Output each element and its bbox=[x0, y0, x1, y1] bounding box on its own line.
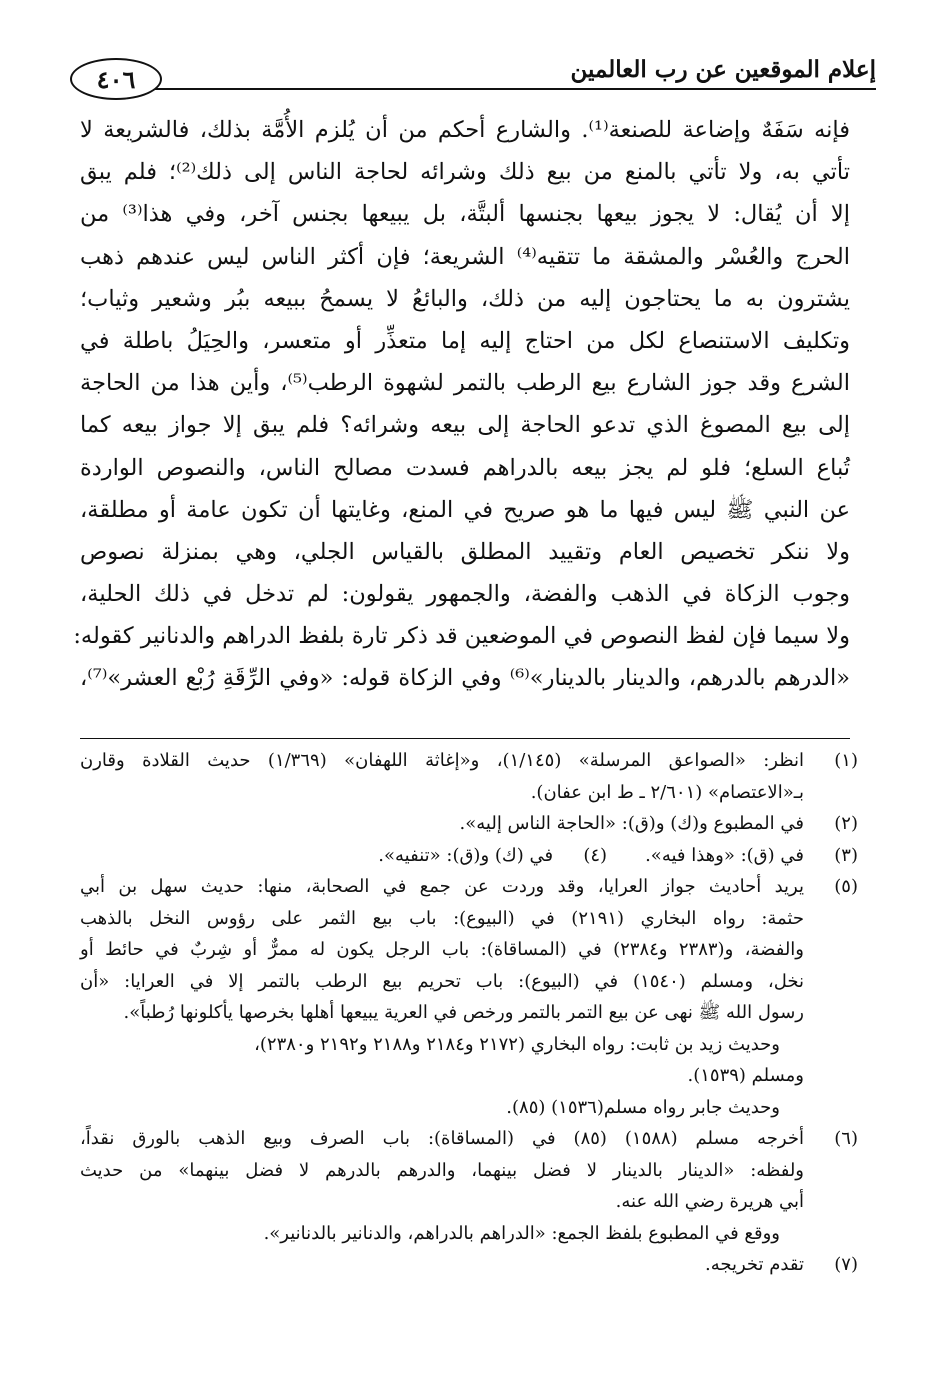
text-line: يشترون به ما يحتاجون إليه من ذلك، والبائعُ لا يسمحُ ببيعه ببُر وشعير وثياب؛ bbox=[80, 285, 850, 312]
footnote-number: (٣) bbox=[834, 844, 858, 866]
text-line: فإنه سَفَهٌ وإضاعة للصنعة⁽¹⁾. والشارع أحكم من أن يُلزم الأُمَّة بذلك، فالشريعة لا bbox=[80, 117, 850, 143]
footnote-1 bbox=[80, 745, 858, 808]
text-line: ولا سيما فإن لفظ النصوص في الموضعين قد ذكر تارة بلفظ الدراهم والدنانير كقوله: bbox=[73, 623, 850, 650]
footnote-line: أخرجه مسلم (١٥٨٨) (٨٥) في (المساقاة): باب الصرف وبيع الذهب بالورق نقداً، bbox=[80, 1128, 804, 1149]
footnote-line: حثمة: رواه البخاري (٢١٩١) في (البيوع): باب بيع الثمر على رؤوس النخل بالذهب bbox=[80, 907, 804, 929]
footnote-line: أبي هريرة رضي الله عنه. bbox=[615, 1191, 804, 1212]
footnote-line: بـ«الاعتصام» (٢/٦٠١ ـ ط ابن عفان). bbox=[530, 781, 804, 803]
text-line: «الدرهم بالدرهم، والدينار بالدينار»⁽⁶⁾ وفي الزكاة قوله: «وفي الرِّقَةِ رُبْع العشر»⁽⁷⁾، bbox=[80, 665, 851, 692]
text-line: الشرع وقد جوز الشارع بيع الرطب بالتمر لشهوة الرطب⁽⁵⁾، وأين هذا من الحاجة bbox=[80, 370, 851, 397]
footnote-number: (٢) bbox=[834, 813, 858, 834]
footnote-6 bbox=[80, 1123, 858, 1218]
running-header bbox=[70, 44, 876, 102]
footnote-separator bbox=[80, 738, 850, 739]
footnote-line: وحديث زيد بن ثابت: رواه البخاري (٢١٧٢ و٢١٨٤ و٢١٨٨ و٢١٩٢ و٢٣٨٠)، bbox=[254, 1033, 780, 1055]
footnote-line: تقدم تخريجه. bbox=[705, 1254, 804, 1275]
footnote-line: يريد أحاديث جواز العرايا، وقد وردت عن جمع في الصحابة، منها: حديث سهل بن أبي bbox=[80, 876, 804, 897]
footnote-5 bbox=[80, 871, 858, 1029]
footnote-7 bbox=[80, 1249, 858, 1281]
footnote-line: والفضة، و(٢٣٨٣ و٢٣٨٤) في (المساقاة): باب الرجل يكون له ممرٌّ أو شِربٌ في حائط أو bbox=[80, 939, 804, 960]
text-line: تأتي به، ولا تأتي بالمنع من بيع ذلك وشرائه لحاجة الناس إلى ذلك⁽²⁾؛ فلم يبق bbox=[80, 159, 850, 186]
text-line: إلا أن يُقال: لا يجوز بيعها بجنسها ألبتَّة، بل يبيعها بجنس آخر، وفي هذا⁽³⁾ من bbox=[80, 201, 850, 228]
footnote-2 bbox=[80, 808, 858, 840]
footnote-4-text: في (ك) و(ق): «تنفيه». bbox=[378, 844, 554, 866]
footnote-line: رسول الله ﷺ نهى عن بيع التمر بالتمر ورخص في العرية يبيعها أهلها بخرصها يأكلونها رُطباً». bbox=[123, 1002, 804, 1023]
footnote-3-text: في (ق): «وهذا فيه». bbox=[645, 844, 804, 866]
footnote-line: ومسلم (١٥٣٩). bbox=[687, 1065, 804, 1086]
text-line: إلى بيع المصوغ الذي تدعو الحاجة إلى بيعه وشرائه؟ فلم يبق إلا جواز بيعه كما bbox=[80, 412, 850, 439]
text-line: تُباع السلع؛ فلو لم يجز بيعه بالدراهم فسدت مصالح الناس، والنصوص الواردة bbox=[80, 454, 850, 481]
footnote-number: (٦) bbox=[834, 1128, 858, 1149]
book-title: إعلام الموقعين عن رب العالمين bbox=[570, 56, 876, 83]
footnote-number: (١) bbox=[834, 750, 858, 771]
footnote-number: (٤) bbox=[583, 844, 608, 866]
page-number: ٤٠٦ bbox=[70, 58, 162, 100]
text-line: الحرج والعُسْر والمشقة ما تتقيه⁽⁴⁾ الشريعة؛ فإن أكثر الناس ليس عندهم ذهب bbox=[80, 243, 850, 270]
footnotes-3-4 bbox=[80, 840, 858, 872]
header-rule bbox=[136, 88, 876, 90]
footnote-line: وحديث جابر رواه مسلم(١٥٣٦) (٨٥). bbox=[506, 1096, 780, 1118]
footnote-line: نخل، ومسلم (١٥٤٠) في (البيوع): باب تحريم بيع الرطب بالتمر إلا في العرايا: «أن bbox=[80, 970, 804, 992]
main-text bbox=[73, 109, 851, 700]
footnote-line: ولفظه: «الدينار بالدينار لا فضل بينهما، والدرهم بالدرهم لا فضل بينهما» من حديث bbox=[80, 1159, 804, 1181]
text-line: وجوب الزكاة في الذهب والفضة، والجمهور يقولون: لم تدخل في ذلك الحلية، bbox=[80, 581, 850, 608]
footnote-number: (٥) bbox=[834, 876, 858, 897]
footnote-line: ووقع في المطبوع بلفظ الجمع: «الدراهم بالدراهم، والدنانير بالدنانير». bbox=[263, 1222, 780, 1244]
footnote-number: (٧) bbox=[834, 1254, 858, 1275]
text-line: عن النبي ﷺ ليس فيها ما هو صريح في المنع، وغايتها أن تكون عامة أو مطلقة، bbox=[80, 496, 850, 523]
footnotes bbox=[80, 745, 858, 1281]
footnote-line: انظر: «الصواعق المرسلة» (١/١٤٥)، و«إغاثة اللهفان» (١/٣٦٩) حديث القلادة وقارن bbox=[80, 750, 804, 771]
text-line: وتكليف الاستنصاع لكل من احتاج إليه إما متعذِّر أو متعسر، والحِيَلُ باطلة في bbox=[80, 327, 850, 354]
footnote-line: في المطبوع و(ك) و(ق): «الحاجة الناس إليه». bbox=[459, 813, 804, 834]
text-line: ولا ننكر تخصيص العام وتقييد المطلق بالقياس الجلي، وهي بمنزلة نصوص bbox=[80, 538, 850, 565]
